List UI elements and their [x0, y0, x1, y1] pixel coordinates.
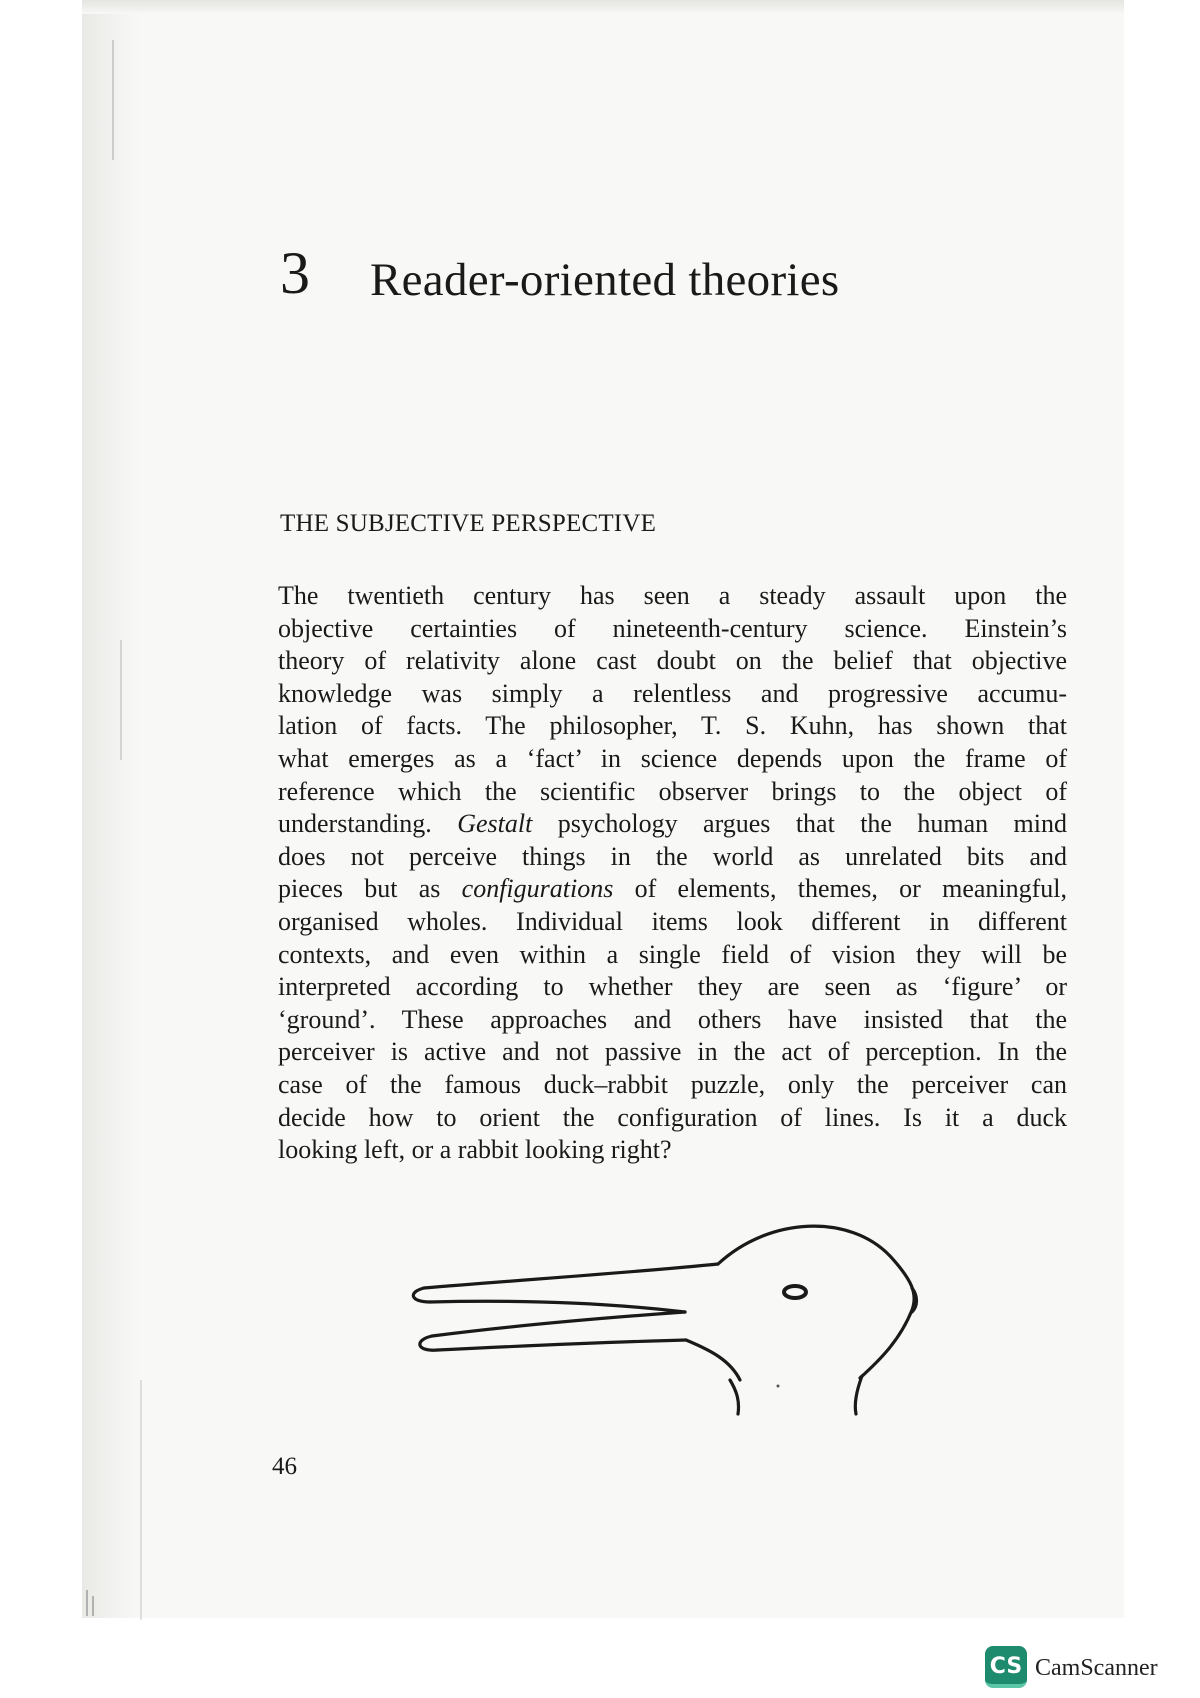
body-text-line — [278, 971, 1067, 1004]
text-run: organised wholes. Individual items look different in different — [278, 906, 1067, 936]
text-run: theory of relativity alone cast doubt on the belief that objective — [278, 646, 1067, 676]
scan-edge-mark — [140, 1380, 142, 1620]
body-text-line — [278, 1134, 1067, 1167]
text-run: what emerges as a ‘fact’ in science depends upon the frame of — [278, 743, 1067, 773]
camscanner-label: CamScanner — [1035, 1655, 1158, 1681]
chapter-title: Reader-oriented theories — [370, 254, 840, 306]
body-text-line — [278, 808, 1067, 841]
body-paragraph — [278, 580, 1067, 1167]
chapter-number: 3 — [280, 240, 310, 306]
scan-edge-mark — [120, 640, 122, 760]
body-text-line — [278, 678, 1067, 711]
text-run: looking left, or a rabbit looking right? — [278, 1135, 672, 1165]
text-run: case of the famous duck–rabbit puzzle, only the perceiver can — [278, 1069, 1067, 1099]
text-run: ‘ground’. These approaches and others have insisted that the — [278, 1004, 1067, 1034]
chapter-heading — [280, 238, 1080, 318]
scan-edge-mark — [92, 1596, 94, 1616]
figure-speck — [777, 1385, 780, 1388]
camscanner-watermark — [985, 1646, 1185, 1692]
text-run: knowledge was simply a relentless and progressive accumu- — [278, 678, 1067, 708]
body-text-line — [278, 939, 1067, 972]
figure-neck-right — [855, 1376, 862, 1414]
page-top-shadow — [82, 0, 1124, 14]
text-run: understanding. — [278, 809, 458, 839]
text-run: of elements, themes, or meaningful, — [613, 874, 1068, 904]
figure-upper-ear-lower-line — [430, 1301, 685, 1312]
scan-edge-mark — [86, 1590, 88, 1616]
text-run: reference which the scientific observer brings to the object of — [278, 776, 1067, 806]
text-run: The twentieth century has seen a steady assault upon the — [278, 581, 1067, 610]
text-run: objective certainties of nineteenth-century science. Einstein’s — [278, 613, 1067, 643]
body-text-line — [278, 710, 1067, 743]
figure-chin — [686, 1340, 740, 1380]
body-text-line — [278, 1036, 1067, 1069]
figure-lower-ear-upper-line — [432, 1312, 685, 1336]
body-text-line — [278, 645, 1067, 678]
text-run: interpreted according to whether they are seen as ‘figure’ or — [278, 972, 1067, 1002]
text-run: psychology argues that the human mind — [532, 809, 1067, 839]
section-heading: THE SUBJECTIVE PERSPECTIVE — [280, 510, 657, 537]
figure-head-outline — [718, 1226, 914, 1378]
text-run: pieces but as — [278, 874, 462, 904]
page-number: 46 — [272, 1453, 297, 1480]
body-text-line — [278, 873, 1067, 906]
figure-upper-ear-tip — [413, 1288, 430, 1302]
body-text-line — [278, 743, 1067, 776]
figure-eye — [784, 1286, 806, 1298]
figure-upper-ear-line — [424, 1264, 718, 1288]
body-text-line — [278, 580, 1067, 613]
body-text-line — [278, 841, 1067, 874]
scan-edge-mark — [112, 40, 114, 160]
figure-neck-left — [730, 1380, 739, 1414]
body-text-line — [278, 776, 1067, 809]
text-run: contexts, and even within a single field of vision they will be — [278, 939, 1067, 969]
body-text-line — [278, 1004, 1067, 1037]
camscanner-logo-icon: CS — [985, 1646, 1027, 1688]
duck-rabbit-figure — [400, 1200, 940, 1440]
figure-lower-ear-tip — [420, 1336, 438, 1350]
body-text-line — [278, 1102, 1067, 1135]
text-run: perceiver is active and not passive in the act of perception. In the — [278, 1037, 1067, 1067]
figure-lower-ear-lower-line — [438, 1340, 686, 1350]
body-text-line — [278, 1069, 1067, 1102]
italic-term: Gestalt — [457, 809, 533, 839]
text-run: does not perceive things in the world as unrelated bits and — [278, 841, 1067, 871]
text-run: decide how to orient the configuration of lines. Is it a duck — [278, 1102, 1067, 1132]
page-binding-shadow — [82, 0, 142, 1618]
body-text-line — [278, 906, 1067, 939]
text-run: lation of facts. The philosopher, T. S. Kuhn, has shown that — [278, 711, 1067, 741]
italic-term: configurations — [461, 874, 614, 904]
body-text-line — [278, 613, 1067, 646]
